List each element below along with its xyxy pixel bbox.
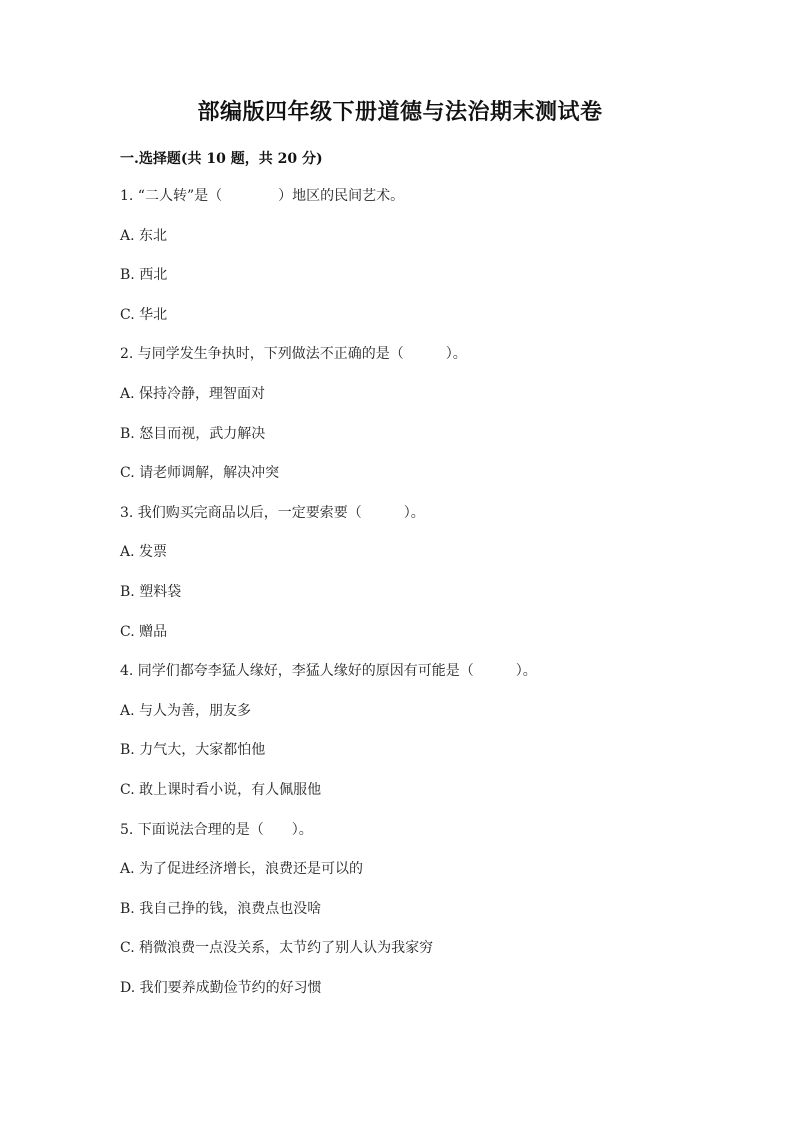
question-stem-4: 4. 同学们都夸李猛人缘好，李猛人缘好的原因有可能是（ ）。 xyxy=(120,663,537,680)
section-heading: 一.选择题(共 10 题，共 20 分) xyxy=(120,151,323,167)
option-5b: B. 我自己挣的钱，浪费点也没啥 xyxy=(120,900,322,917)
option-1a: A. 东北 xyxy=(120,227,168,244)
option-3a: A. 发票 xyxy=(120,544,168,561)
option-3c: C. 赠品 xyxy=(120,623,168,640)
question-stem-5: 5. 下面说法合理的是（ ）。 xyxy=(120,821,313,838)
option-2c: C. 请老师调解，解决冲突 xyxy=(120,465,280,482)
question-list xyxy=(120,186,720,1017)
option-1c: C. 华北 xyxy=(120,306,168,323)
option-3b: B. 塑料袋 xyxy=(120,583,182,600)
option-4c: C. 敢上课时看小说，有人佩服他 xyxy=(120,781,322,798)
option-4a: A. 与人为善，朋友多 xyxy=(120,702,252,719)
question-stem-3: 3. 我们购买完商品以后，一定要索要（ ）。 xyxy=(120,504,425,521)
option-2a: A. 保持冷静，理智面对 xyxy=(120,385,266,402)
option-1b: B. 西北 xyxy=(120,267,168,284)
page-title: 部编版四年级下册道德与法治期末测试卷 xyxy=(197,99,603,125)
question-stem-2: 2. 与同学发生争执时，下列做法不正确的是（ ）。 xyxy=(120,346,467,363)
option-5a: A. 为了促进经济增长，浪费还是可以的 xyxy=(120,861,364,878)
question-stem-1: 1. “二人转”是（ ）地区的民间艺术。 xyxy=(120,188,405,204)
option-5c: C. 稍微浪费一点没关系，太节约了别人认为我家穷 xyxy=(120,940,434,957)
option-4b: B. 力气大，大家都怕他 xyxy=(120,742,266,759)
option-2b: B. 怒目而视，武力解决 xyxy=(120,425,266,442)
option-5d: D. 我们要养成勤俭节约的好习惯 xyxy=(120,979,322,996)
